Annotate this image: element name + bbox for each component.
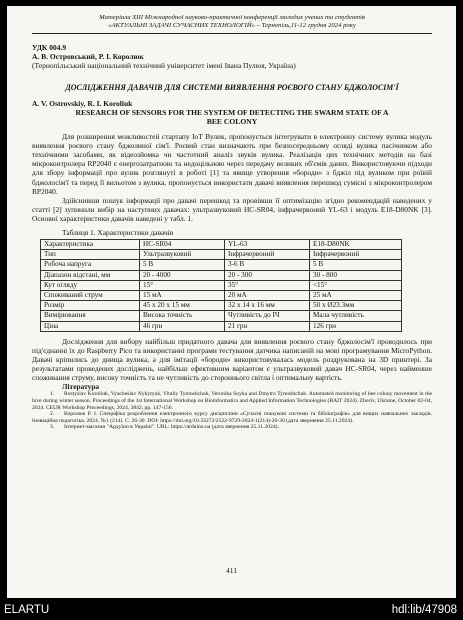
table-cell: 5 В — [140, 260, 225, 270]
table-header-cell: Характеристика — [41, 240, 140, 250]
handle-id: hdl:lib/47908 — [391, 604, 457, 616]
page-content — [32, 14, 432, 431]
table-cell: 30 - 800 — [310, 270, 402, 280]
page-number: 411 — [225, 566, 238, 575]
reference-text: Rostyslav Koroliuk, Vyacheslav Nykytyuk, Vitaliy Tymoshchuk, Veronika Soyka and Dmytro Tymoshchuk. Automated monitoring of bee colony movement in the hive during winter season. Proceedings of the 1st International Workshop on Bioinformatics and Applied Information Technologies (BAIT 2024). Zboriv, Ukraine, October 02-04, 2024. CEUR Workshop Proceedings, 2024, 3842, pp. 147-156. — [32, 391, 432, 411]
table-cell: 15 мА — [140, 291, 225, 301]
udk-code: УДК 004.9 — [32, 43, 67, 52]
table-cell: Ультразвуковий — [140, 250, 225, 260]
literature-heading: Література — [62, 382, 100, 392]
table-row — [41, 321, 402, 331]
table-cell: 20 - 4000 — [140, 270, 225, 280]
table-header-cell: YL-63 — [225, 240, 310, 250]
table-cell: 21 грн — [225, 321, 310, 331]
table-row — [41, 301, 402, 311]
table-cell: Мала чутливість — [310, 311, 402, 321]
table-cell: Чутливість до ІЧ — [225, 311, 310, 321]
table-cell: Вимірювання — [41, 311, 140, 321]
table-cell: 45 х 20 х 15 мм — [140, 301, 225, 311]
table-row — [41, 250, 402, 260]
table-cell: Кут огляду — [41, 280, 140, 290]
authors-en: A. V. Ostrovskiy, R. I. Koroliuk — [32, 98, 133, 108]
table-row — [41, 311, 402, 321]
table-cell: Споживаний струм — [41, 291, 140, 301]
table-header-cell: HC-SR04 — [140, 240, 225, 250]
document-page — [7, 6, 456, 598]
table-row — [41, 270, 402, 280]
body-paragraph-1: Для розширення можливостей стартапу IoT Вулик, пропонується інтегрувати в електронну систему вулика модуль виявлення роєвого стану бджолиної сім'ї. Роєвий стан визначають при безпосередньому огляді вулика пасічником або технічними засобами, як відеозйомка чи частотний аналіз звуків вулика. Реалізація цих технічних методів на базі мікроконтролера RP2040 є енергозатратною та недоцільною через передачу великих об'ємів даних. Використовуючи підходи для збору інформації про вулик розглянуті в роботі [1] та явище утворення «бороди» з бджіл під вуликом при роївій бджолосім'ї та перед її вильотом з вулика, пропонується використати давачі виявлення перешкод сумісні з мікроконтролером RP2040. — [32, 132, 432, 196]
table-cell: 25 мА — [310, 291, 402, 301]
reference-item: 2. Королюк Р. І. Специфіка розроблення електронного курсу дисципліни «Сучасні пошукові системи та бібліографія» для вищих навчальних закладів. Іноваційна педагогіка. 2024. №1 (214). С. 26-30. DOI: https://doi.org/10.33272/2522-9729-2024-1(214)-26-30 (дата звернення 25.11.2024). — [32, 411, 432, 424]
repository-footer-bar — [0, 600, 463, 620]
table-cell: Діапазон відстані, мм — [41, 270, 140, 280]
repository-name: ELARTU — [4, 604, 50, 616]
table-cell: Інфрачервоний — [310, 250, 402, 260]
table-row — [41, 291, 402, 301]
conference-header-line-1: Матеріали XIII Міжнародної науково-практичної конференції молодих учених та студентів — [99, 14, 365, 21]
reference-item: 3. Інтернет-магазин "Ардуїно в Україні". URL: https://arduino.ua (дата звернення 25.11.2024). — [50, 424, 279, 431]
reference-text: Королюк Р. І. Специфіка розроблення електронного курсу дисципліни «Сучасні пошукові системи та бібліографія» для вищих навчальних закладів. Іноваційна педагогіка. 2024. №1 (214). С. 26-30. DOI: https://doi.org/10.33272/2522-9729-2024-1(214)-26-30 (дата звернення 25.11.2024). — [32, 411, 432, 424]
sensor-characteristics-table — [40, 239, 402, 332]
table-cell: 15° — [140, 280, 225, 290]
title-uk: ДОСЛІДЖЕННЯ ДАВАЧІВ ДЛЯ СИСТЕМИ ВИЯВЛЕННЯ РОЄВОГО СТАНУ БДЖОЛОСІМ'Ї — [65, 83, 399, 92]
reference-item: 1. Rostyslav Koroliuk, Vyacheslav Nykytyuk, Vitaliy Tymoshchuk, Veronika Soyka and Dmytro Tymoshchuk. Automated monitoring of bee colony movement in the hive during winter season. Proceedings of the 1st International Workshop on Bioinformatics and Applied Information Technologies (BAIT 2024). Zboriv, Ukraine, October 02-04, 2024. CEUR Workshop Proceedings, 2024, 3842, pp. 147-156. — [32, 391, 432, 411]
title-en: RESEARCH OF SENSORS FOR THE SYSTEM OF DETECTING THE SWARM STATE OF A BEE COLONY — [75, 107, 389, 126]
table-header-cell: E18-D80NK — [310, 240, 402, 250]
table-cell: 20 мА — [225, 291, 310, 301]
table-cell: 50 х Ø23.3мм — [310, 301, 402, 311]
authors-uk: А. В. Островський, Р. І. Королюк — [32, 52, 144, 61]
table-cell: 126 грн — [310, 321, 402, 331]
table-cell: Ціна — [41, 321, 140, 331]
table-cell: 20 - 300 — [225, 270, 310, 280]
table-cell: 3-6 В — [225, 260, 310, 270]
table-cell: 32 х 14 х 16 мм — [225, 301, 310, 311]
table-cell: 5 В — [310, 260, 402, 270]
table-cell: Інфрачервоний — [225, 250, 310, 260]
conference-header-line-2: «АКТУАЛЬНІ ЗАДАЧІ СУЧАСНИХ ТЕХНОЛОГІЙ» – Тернопіль,11-12 грудня 2024 року — [108, 22, 356, 29]
table-cell: <15° — [310, 280, 402, 290]
reference-text: Інтернет-магазин "Ардуїно в Україні". URL: https://arduino.ua (дата звернення 25.11.2024). — [64, 424, 279, 431]
table-header-row — [41, 240, 402, 250]
table-cell: 46 грн — [140, 321, 225, 331]
table-cell: Розмір — [41, 301, 140, 311]
table-cell: Висока точність — [140, 311, 225, 321]
table-caption: Таблиця 1. Характеристики давачів — [62, 228, 174, 238]
table-row — [41, 260, 402, 270]
table-cell: Робоча напруга — [41, 260, 140, 270]
table-row — [41, 280, 402, 290]
table-cell: 35° — [225, 280, 310, 290]
body-paragraph-2: Здійснивши пошук інформації про давачі перешкод та провівши її оптимізацію згідно рекомендацій наведених у статті [2] зупинили вибір на наступних давачах: ультразвуковий HC-SR04, інфрачервоний YL-63 і модуль E18-D80NK [3]. Основні характеристики давачів наведені у табл. 1. — [32, 195, 432, 223]
table-cell: Тип — [41, 250, 140, 260]
header-rule — [32, 33, 432, 34]
body-paragraph-3: Дослідження для вибору найбільш придатного давача для виявлення роєвого стану бджолосім'ї проводилось при під'єднанні їх до Raspberry Pico та використанні програми тестування датчика написаній на мові програмування MicroPython. Давачі кріпились до днища вулика, а для імітації «бороди» використовувалась модель роздрукована на 3D принтері. За результатами проведених досліджень, найбільш ефективним варіантом є ультразвуковий давач HC-SR04, через найменше споживання струму, високу точність та не чутливість до стороннього світла і оптимальну вартість. — [32, 336, 432, 383]
affiliation: (Тернопільський національний технічний університет імені Івана Пулюя, Україна) — [32, 61, 296, 70]
